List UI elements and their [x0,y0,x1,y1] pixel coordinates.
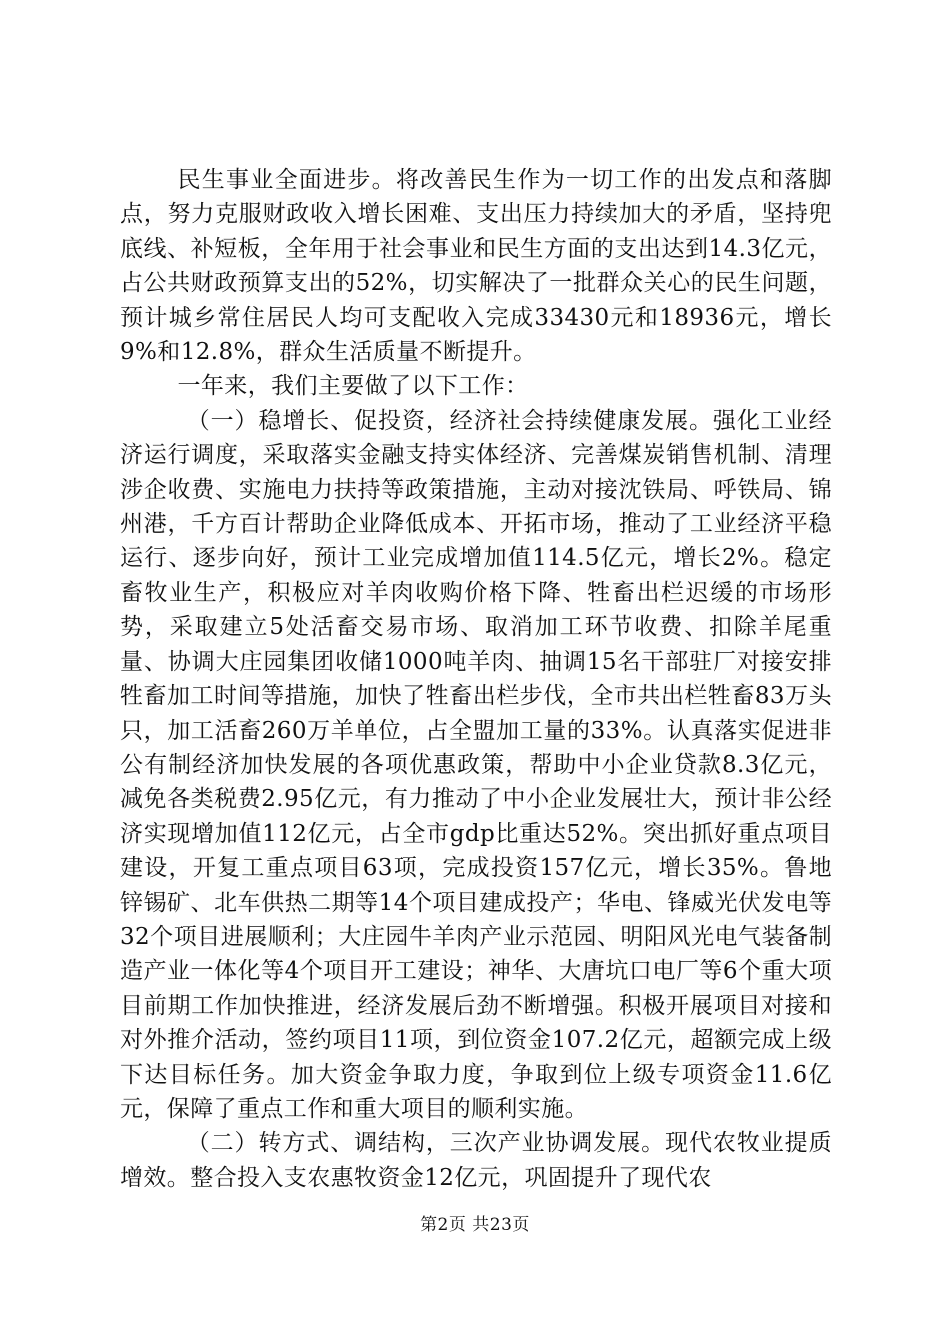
paragraph-section-2: （二）转方式、调结构，三次产业协调发展。现代农牧业提质增效。整合投入支农惠牧资金12亿元，巩固提升了现代农 [120,1130,832,1191]
paragraph-livelihood: 民生事业全面进步。将改善民生作为一切工作的出发点和落脚点，努力克服财政收入增长困难、支出压力持续加大的矛盾，坚持兜底线、补短板，全年用于社会事业和民生方面的支出达到14.3亿元，占公共财政预算支出的52%，切实解决了一批群众关心的民生问题，预计城乡常住居民人均可支配收入完成33430元和18936元，增长9%和12.8%，群众生活质量不断提升。 [120,167,832,366]
document-body [120,163,832,1195]
paragraph-intro: 一年来，我们主要做了以下工作： [177,373,529,400]
page-number-footer: 第2页 共23页 [420,1215,530,1235]
paragraph-section-1: （一）稳增长、促投资，经济社会持续健康发展。强化工业经济运行调度，采取落实金融支持实体经济、完善煤炭销售机制、清理涉企收费、实施电力扶持等政策措施，主动对接沈铁局、呼铁局、锦州港，千方百计帮助企业降低成本、开拓市场，推动了工业经济平稳运行、逐步向好，预计工业完成增加值114.5亿元，增长2%。稳定畜牧业生产，积极应对羊肉收购价格下降、牲畜出栏迟缓的市场形势，采取建立5处活畜交易市场、取消加工环节收费、扣除羊尾重量、协调大庄园集团收储1000吨羊肉、抽调15名干部驻厂对接安排牲畜加工时间等措施，加快了牲畜出栏步伐，全市共出栏牲畜83万头只，加工活畜260万羊单位，占全盟加工量的33%。认真落实促进非公有制经济加快发展的各项优惠政策，帮助中小企业贷款8.3亿元，减免各类税费2.95亿元，有力推动了中小企业发展壮大，预计非公经济实现增加值112亿元，占全市gdp比重达52%。突出抓好重点项目建设，开复工重点项目63项，完成投资157亿元，增长35%。鲁地锌锡矿、北车供热二期等14个项目建成投产；华电、锋威光伏发电等32个项目进展顺利；大庄园牛羊肉产业示范园、明阳风光电气装备制造产业一体化等4个项目开工建设；神华、大唐坑口电厂等6个重大项目前期工作加快推进，经济发展后劲不断增强。积极开展项目对接和对外推介活动，签约项目11项，到位资金107.2亿元，超额完成上级下达目标任务。加大资金争取力度，争取到位上级专项资金11.6亿元，保障了重点工作和重大项目的顺利实施。 [120,407,832,1122]
